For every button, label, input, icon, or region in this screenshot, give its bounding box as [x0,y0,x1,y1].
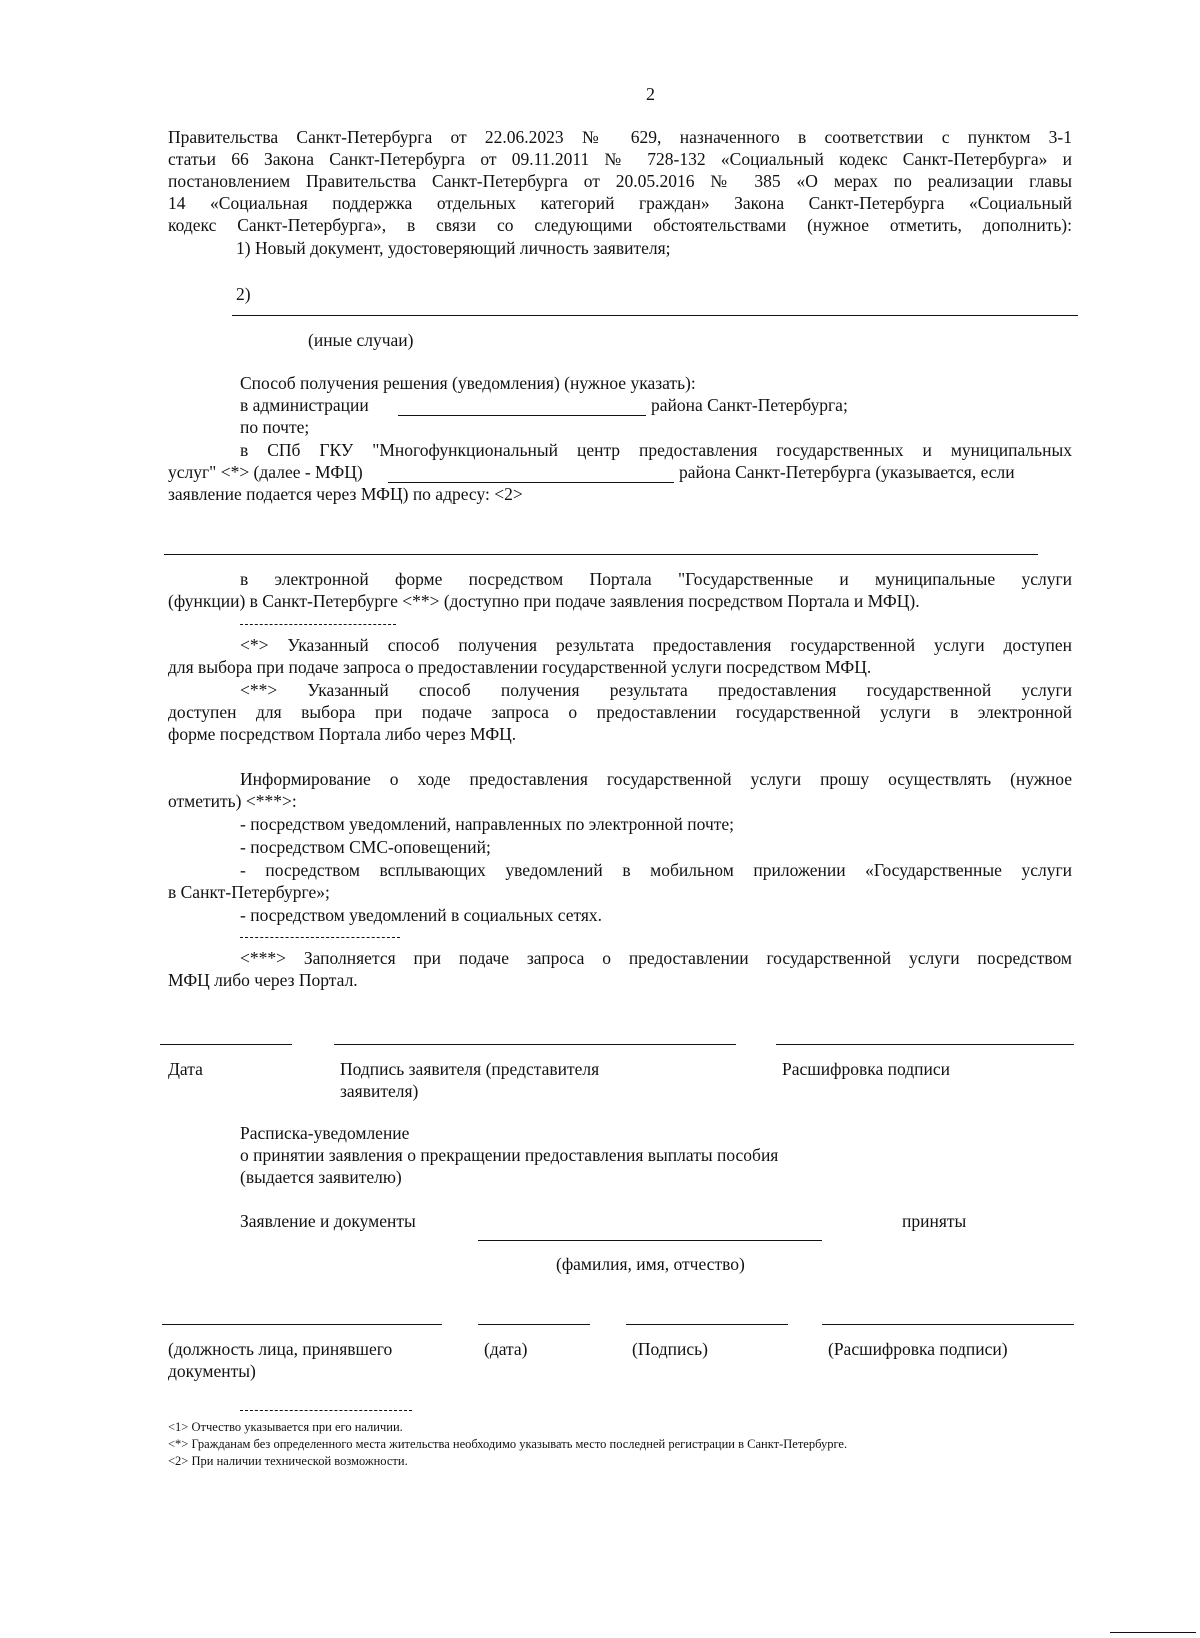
notes-separator [240,624,396,625]
intro-line: Правительства Санкт-Петербурга от 22.06.2023 № 629, назначенного в соответствии с пунктом 3-1 [168,127,1072,147]
inform-separator [240,937,400,938]
method-post: по почте; [240,417,310,437]
item-1: 1) Новый документ, удостоверяющий личность заявителя; [236,238,671,258]
method-portal-line: (функции) в Санкт-Петербурге <**> (доступно при подаче заявления посредством Портала и МФЦ). [168,591,920,611]
method-mfc-address: заявление подается через МФЦ) по адресу: <2> [168,484,523,504]
note-1: <*> Указанный способ получения результата предоставления государственной услуги доступен [240,635,1072,655]
footnote-3: <2> При наличии технической возможности. [168,1454,408,1468]
scan-edge-mark [1110,1632,1196,1633]
item-2-caption: (иные случаи) [308,330,414,350]
inform-option-sms: - посредством СМС-оповещений; [240,837,491,857]
inform-option-email: - посредством уведомлений, направленных по электронной почте; [240,814,735,834]
footnote-1: <1> Отчество указывается при его наличии. [168,1420,403,1434]
address-fill-line [164,554,1038,555]
receipt-accepted: приняты [902,1211,967,1231]
method-title: Способ получения решения (уведомления) (нужное указать): [240,373,696,393]
inform-option-social: - посредством уведомлений в социальных сетях. [240,905,603,925]
receipt-decode-line [822,1324,1074,1325]
note-2: <**> Указанный способ получения результата предоставления государственной услуги [240,680,1072,700]
inform-note-cont: МФЦ либо через Портал. [168,970,358,990]
inform-title: Информирование о ходе предоставления государственной услуги прошу осуществлять (нужное [240,769,1072,789]
item-2-fill-line [232,315,1078,316]
receipt-sign-label: (Подпись) [632,1339,708,1359]
method-mfc-suffix: района Санкт-Петербурга (указывается, если [679,462,1015,482]
receipt-note: (выдается заявителю) [240,1167,402,1187]
signature-date-label: Дата [168,1059,203,1079]
method-admin-suffix: района Санкт-Петербурга; [651,395,848,415]
receipt-subtitle: о принятии заявления о прекращении предоставления выплаты пособия [240,1145,779,1165]
receipt-position-label: (должность лица, принявшего [168,1339,393,1359]
signature-label-cont: заявителя) [340,1081,419,1101]
receipt-fio-label: (фамилия, имя, отчество) [556,1254,745,1274]
inform-option-app-cont: в Санкт-Петербурге»; [168,882,330,902]
intro-line: постановлением Правительства Санкт-Петербурга от 20.05.2016 № 385 «О мерах по реализации главы [168,171,1072,191]
receipt-date-line [478,1324,590,1325]
receipt-date-label: (дата) [484,1339,528,1359]
inform-note: <***> Заполняется при подаче запроса о предоставлении государственной услуги посредством [240,948,1072,968]
method-portal-line: в электронной форме посредством Портала "Государственные и муниципальные услуги [240,569,1072,589]
method-mfc-prefix: услуг" <*> (далее - МФЦ) [168,462,363,482]
note-2-cont: форме посредством Портала либо через МФЦ. [168,724,517,744]
receipt-title: Расписка-уведомление [240,1123,410,1143]
date-line [160,1044,292,1045]
note-1-cont: для выбора при подаче запроса о предоставлении государственной услуги посредством МФЦ. [168,657,872,677]
signature-line [334,1044,736,1045]
position-line [162,1324,442,1325]
footnote-separator [240,1410,412,1411]
intro-line: статьи 66 Закона Санкт-Петербурга от 09.11.2011 № 728-132 «Социальный кодекс Санкт-Петербурга» и [168,149,1072,169]
receipt-position-label-cont: документы) [168,1361,256,1381]
inform-option-app: - посредством всплывающих уведомлений в мобильном приложении «Государственные услуги [240,860,1072,880]
receipt-sign-line [626,1324,788,1325]
page-number: 2 [646,84,655,104]
inform-title-cont: отметить) <***>: [168,791,297,811]
signature-label: Подпись заявителя (представителя [340,1059,600,1079]
intro-line: 14 «Социальная поддержка отдельных категорий граждан» Закона Санкт-Петербурга «Социальный [168,193,1072,213]
fio-line [478,1240,822,1241]
item-2: 2) [236,284,251,304]
method-mfc-line: в СПб ГКУ "Многофункциональный центр предоставления государственных и муниципальных [240,440,1072,460]
admin-district-line [398,415,646,416]
footnote-2: <*> Гражданам без определенного места жительства необходимо указывать место последней регистрации в Санкт-Петербурге. [168,1437,848,1451]
receipt-decode-label: (Расшифровка подписи) [828,1339,1008,1359]
signature-decode-label: Расшифровка подписи [782,1059,950,1079]
method-admin-label: в администрации [240,395,369,415]
receipt-docs-label: Заявление и документы [240,1211,416,1231]
intro-line: кодекс Санкт-Петербурга», в связи со следующими обстоятельствами (нужное отметить, дополнить): [168,215,1072,235]
note-2-cont: доступен для выбора при подаче запроса о предоставлении государственной услуги в электронной [168,702,1072,722]
decode-line [776,1044,1074,1045]
